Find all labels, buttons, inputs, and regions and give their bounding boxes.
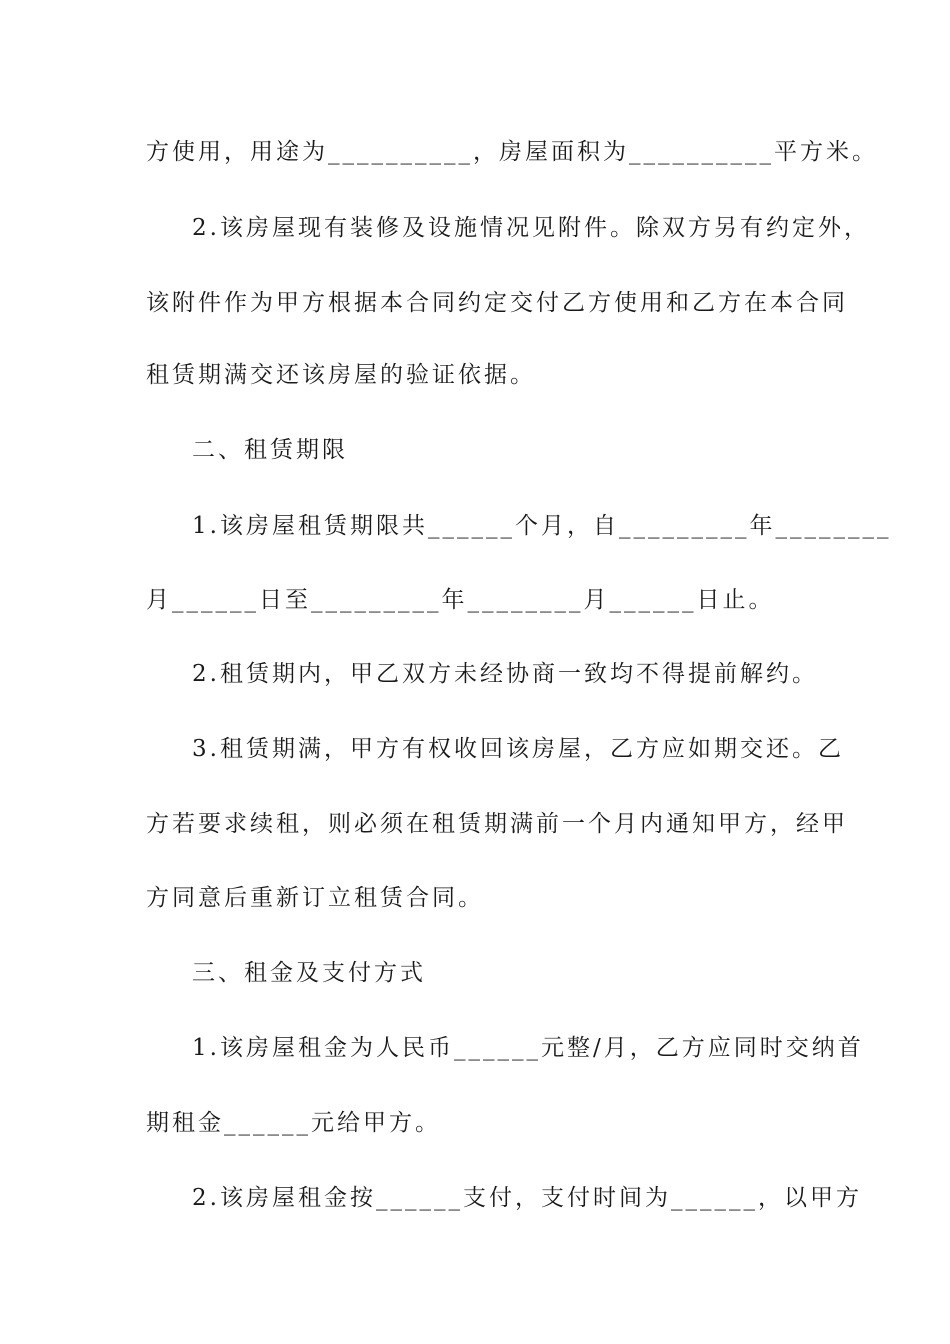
- text-line-2: 2.该房屋现有装修及设施情况见附件。除双方另有约定外，: [192, 215, 870, 241]
- section-heading-rent: 三、租金及支付方式: [192, 960, 426, 986]
- text-line-3: 该附件作为甲方根据本合同约定交付乙方使用和乙方在本合同: [146, 290, 848, 316]
- text-line-7: 月______日至_________年________月______日止。: [146, 587, 775, 613]
- text-line-1: 方使用，用途为__________，房屋面积为__________平方米。: [146, 139, 878, 165]
- text-line-13: 1.该房屋租金为人民币______元整/月，乙方应同时交纳首: [192, 1035, 864, 1061]
- text-line-15: 2.该房屋租金按______支付，支付时间为______，以甲方: [192, 1185, 862, 1211]
- text-line-8: 2.租赁期内，甲乙双方未经协商一致均不得提前解约。: [192, 661, 818, 687]
- text-line-4: 租赁期满交还该房屋的验证依据。: [146, 362, 536, 388]
- text-line-11: 方同意后重新订立租赁合同。: [146, 885, 484, 911]
- text-line-10: 方若要求续租，则必须在租赁期满前一个月内通知甲方，经甲: [146, 811, 848, 837]
- text-line-6: 1.该房屋租赁期限共______个月，自_________年________: [192, 513, 892, 539]
- text-line-14: 期租金______元给甲方。: [146, 1110, 441, 1136]
- text-line-9: 3.租赁期满，甲方有权收回该房屋，乙方应如期交还。乙: [192, 736, 844, 762]
- section-heading-term: 二、租赁期限: [192, 437, 348, 463]
